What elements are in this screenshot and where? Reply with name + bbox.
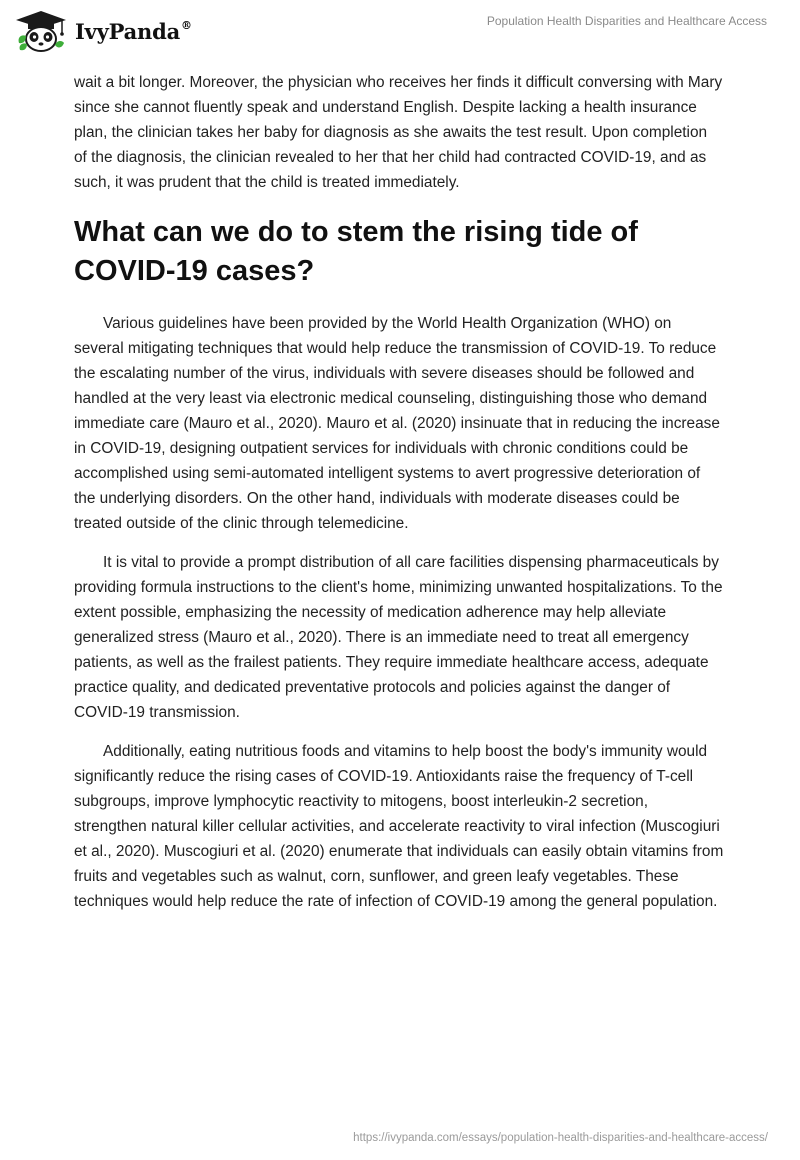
ivypanda-logo[interactable] <box>14 9 192 53</box>
paragraph: Various guidelines have been provided by the World Health Organization (WHO) on several mitigating techniques that would help reduce the transmission of COVID-19. To reduce the escalating number of the virus, individuals with severe diseases should be followed and handled at the very least via electronic medical counseling, distinguishing those who demand immediate care (Mauro et al., 2020). Mauro et al. (2020) insinuate that in reducing the increase in COVID-19, designing outpatient services for individuals with chronic conditions could be accomplished using semi-automated intelligent systems to avert progressive deterioration of the underlying disorders. On the other hand, individuals with moderate diseases could be treated outside of the clinic through telemedicine. <box>74 315 720 532</box>
brand-name: IvyPanda® <box>75 18 192 44</box>
section-heading: What can we do to stem the rising tide of COVID-19 cases? <box>74 216 638 287</box>
article-body <box>74 70 724 928</box>
paragraph: Additionally, eating nutritious foods and vitamins to help boost the body's immunity would significantly reduce the rising cases of COVID-19. Antioxidants raise the frequency of T-cell subgroups, improve lymphocytic reactivity to mitogens, boost interleukin-2 secretion, strengthen natural killer cellular activities, and accelerate reactivity to viral infection (Muscogiuri et al., 2020). Muscogiuri et al. (2020) enumerate that individuals can easily obtain vitamins from fruits and vegetables such as walnut, corn, sunflower, and green leafy vegetables. These techniques would help reduce the rate of infection of COVID-19 among the general population. <box>74 743 724 910</box>
paragraph: It is vital to provide a prompt distribution of all care facilities dispensing pharmaceuticals by providing formula instructions to the client's home, minimizing unwanted hospitalizations. To the extent possible, emphasizing the necessity of medication adherence may help alleviate generalized stress (Mauro et al., 2020). There is an immediate need to treat all emergency patients, as well as the frailest patients. They require immediate healthcare access, adequate practice quality, and dedicated preventative protocols and policies against the danger of COVID-19 transmission. <box>74 554 723 721</box>
document-title: Population Health Disparities and Healthcare Access <box>486 14 767 28</box>
paragraph: wait a bit longer. Moreover, the physician who receives her finds it difficult conversing with Mary since she cannot fluently speak and understand English. Despite lacking a health insurance plan, the clinician takes her baby for diagnosis as she awaits the test result. Upon completion of the diagnosis, the clinician revealed to her that her child had contracted COVID-19, and as such, it was prudent that the child is treated immediately. <box>74 74 723 191</box>
page-header <box>0 0 800 60</box>
panda-graduate-icon <box>14 9 68 53</box>
source-url[interactable]: https://ivypanda.com/essays/population-health-disparities-and-healthcare-access/ <box>353 1132 768 1144</box>
